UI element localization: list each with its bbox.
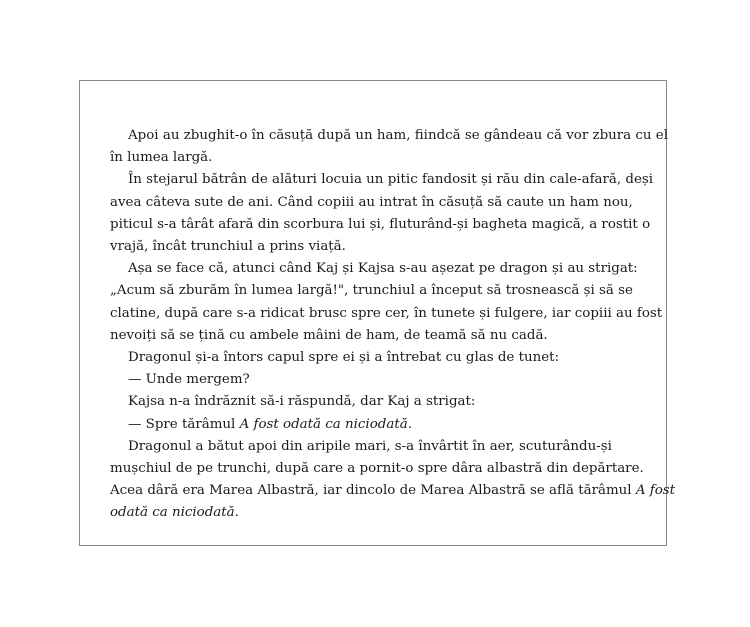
text-line: clatine, după care s-a ridicat brusc spre cer, în tunete și fulgere, iar copiii au fost (110, 305, 663, 321)
text-line: Dragonul și-a întors capul spre ei și a întrebat cu glas de tunet: (128, 350, 560, 366)
text-line: Kajsa n-a îndrăznit să-i răspundă, dar Kaj a strigat: (128, 394, 476, 410)
paragraph-5-dialogue (110, 369, 652, 391)
text-line (110, 480, 676, 502)
text-line: Apoi au zbughit-o în căsuță după un ham, fiindcă se gândeau că vor zbura cu el (128, 128, 668, 143)
paragraph-2 (110, 169, 652, 258)
text-body (110, 125, 676, 525)
text-line: Așa se face că, atunci când Kaj și Kajsa s-au așezat pe dragon și au strigat: (128, 261, 638, 277)
italic-title: A fost (635, 483, 676, 499)
paragraph-4 (110, 347, 652, 369)
paragraph-1 (110, 125, 668, 169)
text-segment: . (407, 416, 412, 432)
text-line: avea câteva sute de ani. Când copiii au intrat în căsuță să caute un ham nou, (110, 194, 633, 210)
paragraph-8 (110, 436, 676, 525)
text-segment: . (234, 505, 239, 521)
text-line: piticul s-a târât afară din scorbura lui și, fluturând-și bagheta magică, a rostit o (110, 216, 651, 232)
text-line (110, 502, 652, 524)
text-line: vrajă, încât trunchiul a prins viață. (110, 239, 346, 255)
paragraph-3 (110, 258, 663, 347)
text-line (110, 414, 652, 436)
italic-title: A fost odată ca niciodată (239, 416, 408, 432)
text-line: — Unde mergem? (128, 372, 250, 388)
page-frame (79, 80, 676, 546)
text-line: în lumea largă. (110, 150, 213, 166)
text-segment: — Spre tărâmul (128, 416, 240, 432)
text-segment: Acea dâră era Marea Albastră, iar dincolo de Marea Albastră se află tărâmul (110, 483, 636, 499)
text-line: Dragonul a bătut apoi din aripile mari, s-a învârtit în aer, scuturându-și (128, 438, 612, 454)
paragraph-7-dialogue (110, 414, 652, 436)
text-line: În stejarul bătrân de alături locuia un pitic fandosit și rău din cale-afară, deși (128, 172, 654, 188)
italic-title: odată ca niciodată (110, 505, 235, 521)
paragraph-6 (110, 391, 652, 413)
text-line: nevoiți să se țină cu ambele mâini de ham, de teamă să nu cadă. (110, 327, 548, 343)
text-line: mușchiul de pe trunchi, după care a pornit-o spre dâra albastră din depărtare. (110, 461, 644, 477)
text-line: „Acum să zburăm în lumea largă!", trunchiul a început să trosnească și să se (110, 283, 633, 299)
